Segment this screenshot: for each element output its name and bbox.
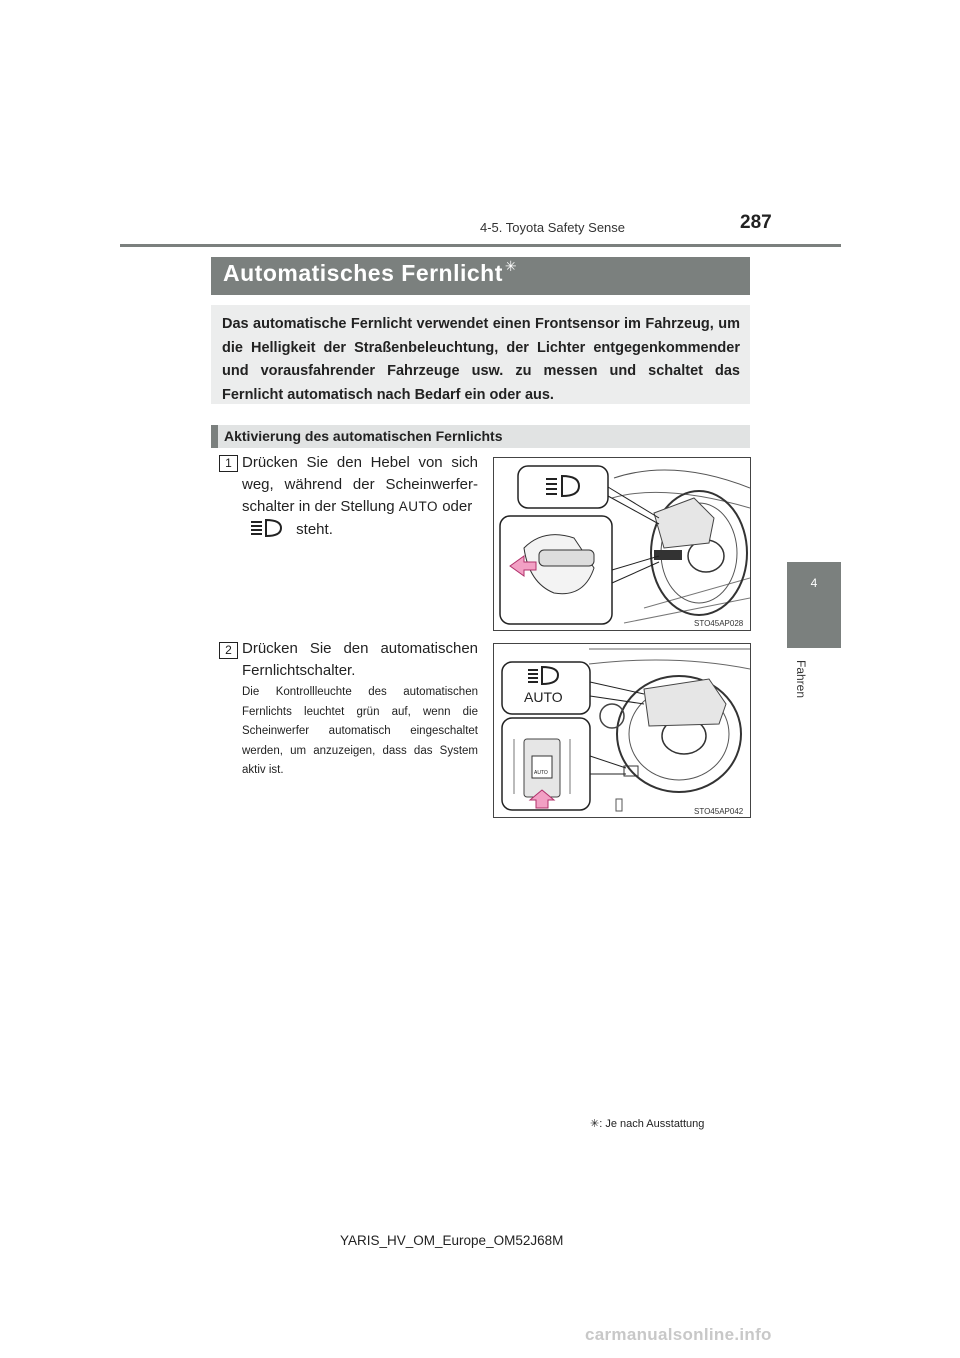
chapter-tab — [787, 562, 841, 648]
document-id: YARIS_HV_OM_Europe_OM52J68M — [340, 1233, 564, 1248]
chapter-label: Fahren — [794, 660, 808, 699]
subsection-title: Aktivierung des automatischen Fernlichts — [224, 428, 503, 444]
watermark: carmanualsonline.info — [585, 1325, 772, 1344]
footnote-text: : Je nach Ausstattung — [599, 1118, 705, 1130]
headlight-icon — [248, 518, 292, 538]
auto-label: AUTO — [398, 499, 439, 514]
step-1-text — [242, 452, 478, 541]
step-number-1: 1 — [219, 455, 238, 472]
figure-code-1: STO45AP028 — [694, 619, 744, 628]
illustration-switch — [493, 643, 751, 818]
step-2-note: Die Kontrollleuchte des automatischen Fernlichts leuchtet grün auf, wenn die Scheinwerfer automatisch eingeschaltet werden, um anzuzeigen, dass das System aktiv ist. — [242, 686, 478, 777]
step-number-2: 2 — [219, 642, 238, 659]
intro-text: Das automatische Fernlicht verwendet einen Frontsensor im Fahrzeug, um die Helligkeit der Straßenbeleuchtung, der Lichter entgegenkommender und vorausfahrender Fahrzeuge usw. zu messen und schaltet das Fernlicht automatisch nach Bedarf ein oder aus. — [222, 316, 740, 403]
step-1-text-mid: oder — [442, 498, 473, 515]
step-1-text-after: steht. — [296, 521, 333, 538]
asterisk-icon: ✳ — [590, 1118, 600, 1130]
asterisk-icon: ✳ — [504, 258, 518, 274]
section-title — [223, 260, 517, 287]
step-2-text: Drücken Sie den automatischen Fernlichtschalter. — [242, 640, 478, 679]
page-number: 287 — [740, 212, 772, 233]
header-rule — [120, 244, 841, 247]
subsection-accent — [211, 425, 218, 448]
step-1-text-before: Drücken Sie den Hebel von sich weg, während der Scheinwerferschalter in der Stellung — [242, 454, 478, 515]
auto-callout-label: AUTO — [524, 689, 563, 705]
figure-code-2: STO45AP042 — [694, 807, 744, 816]
switch-auto-label: AUTO — [534, 770, 548, 776]
footnote — [590, 1117, 704, 1130]
running-header: 4-5. Toyota Safety Sense — [480, 220, 626, 235]
chapter-number: 4 — [810, 576, 818, 590]
section-title-text: Automatisches Fernlicht — [223, 260, 503, 286]
illustration-lever — [493, 457, 751, 631]
